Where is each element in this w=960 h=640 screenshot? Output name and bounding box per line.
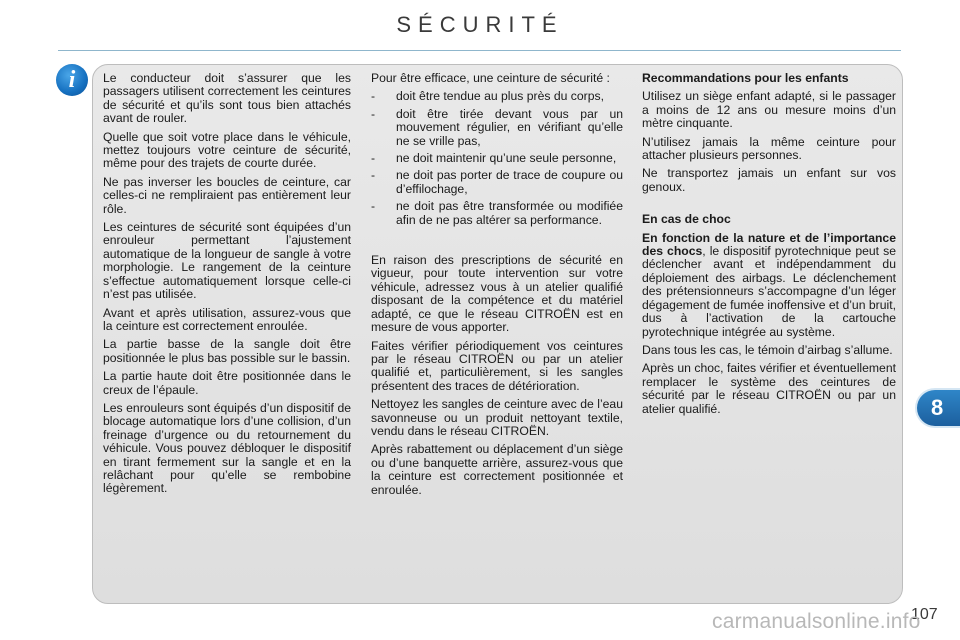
column-left	[103, 72, 351, 501]
paragraph: Utilisez un siège enfant adapté, si le passager a moins de 12 ans ou mesure moins d’un mètre cinquante.	[642, 89, 896, 131]
paragraph: Nettoyez les sangles de ceinture avec de l’eau savonneuse ou un produit nettoyant textile, vendu dans le réseau CITROËN.	[371, 397, 623, 438]
paragraph: En raison des prescriptions de sécurité en vigueur, pour toute intervention sur votre véhicule, adressez vous à un atelier qualifié disposant de la compétence et du matériel adapté, ce que le réseau CITROËN est en mesure de vous apporter.	[371, 253, 623, 335]
paragraph: Le conducteur doit s’assurer que les passagers utilisent correctement les ceintures de sécurité et qu’ils sont tous bien attachés avant de rouler.	[103, 71, 351, 126]
spacer	[371, 232, 623, 254]
paragraph: Avant et après utilisation, assurez-vous que la ceinture est correctement enroulée.	[103, 305, 351, 333]
paragraph: La partie basse de la sangle doit être positionnée le plus bas possible sur le bassin.	[103, 337, 351, 365]
chapter-tab: 8	[915, 388, 960, 428]
paragraph: La partie haute doit être positionnée dans le creux de l’épaule.	[103, 369, 351, 397]
watermark: carmanualsonline.info	[712, 610, 921, 633]
crash-lead: En fonction de la nature et de l’importance des chocs	[642, 230, 896, 259]
paragraph: Les enrouleurs sont équipés d’un dispositif de blocage automatique lors d’une collision, d’un freinage d’urgence ou du retournement du véhicule. Vous pouvez débloquer le dispositif en tirant fermement sur la sangle et en la relâchant pour qu’elle se rembobine légèrement.	[103, 400, 351, 496]
title-divider	[58, 50, 901, 51]
paragraph: Après un choc, faites vérifier et éventuellement remplacer le système des ceintures de sécurité par le réseau CITROËN ou par un atelier qualifié.	[642, 361, 896, 416]
crash-heading: En cas de choc	[642, 212, 731, 227]
paragraph: Ne pas inverser les boucles de ceinture, car celles-ci ne rempliraient pas entièrement leur rôle.	[103, 174, 351, 216]
info-panel	[92, 64, 903, 604]
column-middle	[371, 72, 623, 502]
list-item: - doit être tendue au plus près du corps,	[371, 89, 604, 104]
paragraph: Après rabattement ou déplacement d’un siège ou d’une banquette arrière, assurez-vous que la ceinture est correctement positionnée et enroulée.	[371, 442, 623, 497]
spacer	[642, 199, 896, 213]
page-title: SÉCURITÉ	[396, 12, 564, 37]
children-heading: Recommandations pour les enfants	[642, 71, 849, 85]
crash-text: , le dispositif pyrotechnique peut se déclencher avant et indépendamment du déploiement des airbags. Le déclenchement des prétensionneurs s’accompagne d’un léger dégagement de fumée inoffensive et d’un bruit, dus à l’activation de la cartouche pyrotechnique intégrée au système.	[642, 244, 896, 339]
paragraph: Quelle que soit votre place dans le véhicule, mettez toujours votre ceinture de sécurité, même pour des trajets de courte durée.	[103, 129, 351, 171]
paragraph: Les ceintures de sécurité sont équipées d’un enrouleur permettant l’ajustement automatique de la longueur de sangle à votre morphologie. Le rangement de la ceinture s’effectue automatiquement lorsque celle-ci n’est pas utilisée.	[103, 220, 351, 302]
paragraph: N’utilisez jamais la même ceinture pour attacher plusieurs personnes.	[642, 134, 896, 163]
paragraph: Faites vérifier périodiquement vos ceintures par le réseau CITROËN ou par un atelier qualifié et, particulièrement, si les sangles présentent des traces de détérioration.	[371, 338, 623, 393]
column-right	[642, 72, 896, 421]
list-item: - ne doit pas être transformée ou modifiée afin de ne pas altérer sa performance.	[371, 199, 623, 227]
requirements-list	[371, 90, 623, 227]
list-intro: Pour être efficace, une ceinture de sécurité :	[371, 71, 610, 85]
info-icon: i	[56, 64, 88, 96]
paragraph: Dans tous les cas, le témoin d’airbag s’allume.	[642, 342, 893, 357]
paragraph	[642, 232, 896, 339]
paragraph: Ne transportez jamais un enfant sur vos genoux.	[642, 166, 896, 194]
page-number: 107	[911, 606, 938, 623]
list-item: - doit être tirée devant vous par un mouvement régulier, en vérifiant qu’elle ne se vrille pas,	[371, 106, 623, 148]
list-item: - ne doit pas porter de trace de coupure ou d’effilochage,	[371, 168, 623, 196]
list-item: - ne doit maintenir qu’une seule personne,	[371, 151, 617, 166]
